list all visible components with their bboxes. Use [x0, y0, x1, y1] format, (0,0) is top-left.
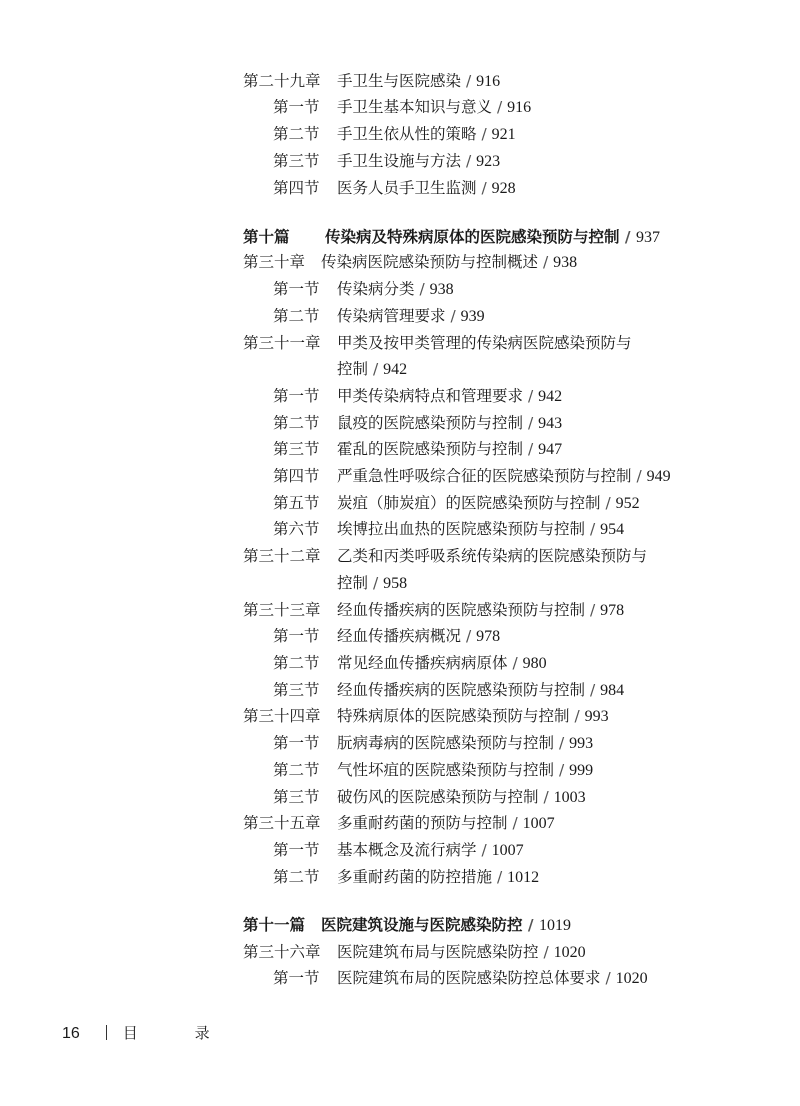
- toc-separator: /: [585, 681, 601, 699]
- toc-entry-label: 第三十五章: [243, 814, 321, 832]
- toc-page-number: 993: [584, 708, 609, 725]
- toc-entry-title: 鼠疫的医院感染预防与控制: [337, 414, 524, 432]
- toc-separator: /: [476, 841, 492, 859]
- toc-entry-title: 破伤风的医院感染预防与控制: [337, 788, 539, 806]
- toc-separator: /: [523, 440, 539, 458]
- toc-entry-title: 手卫生与医院感染: [337, 72, 462, 90]
- toc-entry-title: 传染病分类: [337, 280, 415, 298]
- toc-section-entry[interactable]: [273, 178, 516, 199]
- toc-separator: /: [368, 574, 384, 592]
- toc-page-number: 952: [615, 495, 640, 512]
- toc-entry-label: 第二节: [273, 654, 320, 672]
- toc-separator: /: [476, 125, 492, 143]
- toc-separator: /: [461, 72, 477, 90]
- toc-entry-label: 第一节: [273, 280, 320, 298]
- toc-chapter-entry[interactable]: [243, 706, 609, 727]
- toc-entry-label: 第三十四章: [243, 707, 321, 725]
- toc-separator: /: [554, 734, 570, 752]
- toc-entry-title: 朊病毒病的医院感染预防与控制: [337, 734, 555, 752]
- toc-separator: /: [538, 253, 554, 271]
- toc-section-entry[interactable]: [273, 760, 593, 781]
- toc-separator: /: [476, 179, 492, 197]
- toc-entry-title: 甲类传染病特点和管理要求: [337, 387, 524, 405]
- toc-part-entry[interactable]: [243, 915, 571, 936]
- toc-page-number: 937: [635, 229, 660, 246]
- toc-entry-title: 医务人员手卫生监测: [337, 179, 477, 197]
- toc-entry-label: 第二十九章: [243, 72, 321, 90]
- toc-page-number: 1003: [553, 789, 586, 806]
- toc-page-number: 949: [646, 468, 671, 485]
- toc-separator: /: [461, 627, 477, 645]
- toc-section-entry[interactable]: [273, 124, 516, 145]
- toc-entry-label: 第三十六章: [243, 943, 321, 961]
- toc-entry-label: 第三节: [273, 152, 320, 170]
- toc-entry-label: 第一节: [273, 627, 320, 645]
- toc-chapter-entry[interactable]: [243, 813, 555, 834]
- toc-section-entry[interactable]: [273, 439, 562, 460]
- toc-entry-label: 第二节: [273, 125, 320, 143]
- toc-entry-label: 第五节: [273, 494, 320, 512]
- toc-entry-label: 第二节: [273, 307, 320, 325]
- toc-entry-label: 第三十三章: [243, 601, 321, 619]
- toc-page-number: 921: [491, 126, 516, 143]
- toc-page-number: 978: [600, 602, 625, 619]
- toc-separator: /: [507, 814, 523, 832]
- toc-section-entry[interactable]: [273, 279, 454, 300]
- toc-chapter-entry[interactable]: [243, 942, 586, 963]
- toc-separator: /: [445, 307, 461, 325]
- toc-entry-title: 甲类及按甲类管理的传染病医院感染预防与: [337, 334, 632, 352]
- toc-separator: /: [600, 494, 616, 512]
- toc-page-number: 943: [538, 415, 563, 432]
- toc-entry-title: 严重急性呼吸综合征的医院感染预防与控制: [337, 467, 632, 485]
- toc-entry-title: 炭疽（肺炭疽）的医院感染预防与控制: [337, 494, 601, 512]
- toc-entry-title: 常见经血传播疾病病原体: [337, 654, 508, 672]
- toc-section-entry[interactable]: [273, 733, 593, 754]
- toc-entry-label: 第二节: [273, 868, 320, 886]
- toc-page-number: 1007: [522, 815, 555, 832]
- toc-separator: /: [523, 414, 539, 432]
- toc-page-number: 938: [553, 254, 578, 271]
- toc-entry-title: 传染病管理要求: [337, 307, 446, 325]
- toc-entry-title: 经血传播疾病的医院感染预防与控制: [337, 681, 586, 699]
- toc-entry-title: 传染病及特殊病原体的医院感染预防与控制: [325, 228, 620, 246]
- toc-entry-label: 第二节: [273, 414, 320, 432]
- toc-section-entry[interactable]: [273, 151, 500, 172]
- toc-page-number: 938: [429, 281, 454, 298]
- page-footer: [62, 1022, 236, 1043]
- toc-entry-title: 手卫生设施与方法: [337, 152, 462, 170]
- footer-divider: [106, 1025, 107, 1040]
- toc-entry-title: 传染病医院感染预防与控制概述: [321, 253, 539, 271]
- toc-entry-label: 第一节: [273, 734, 320, 752]
- toc-section-entry[interactable]: [273, 493, 640, 514]
- toc-separator: /: [631, 467, 647, 485]
- toc-entry-title: 基本概念及流行病学: [337, 841, 477, 859]
- toc-entry-label: 第三十章: [243, 253, 306, 271]
- toc-section-entry[interactable]: [273, 386, 562, 407]
- toc-separator: /: [538, 788, 554, 806]
- toc-entry-title: 埃博拉出血热的医院感染预防与控制: [337, 520, 586, 538]
- toc-section-entry[interactable]: [273, 680, 624, 701]
- toc-page-number: 923: [476, 153, 501, 170]
- toc-separator: /: [619, 228, 636, 246]
- toc-page-number: 984: [600, 682, 625, 699]
- toc-chapter-entry[interactable]: [243, 600, 624, 621]
- toc-page-number: 1019: [538, 917, 571, 934]
- toc-part-entry[interactable]: [243, 227, 660, 248]
- toc-page-number: 928: [491, 180, 516, 197]
- toc-separator: /: [523, 387, 539, 405]
- toc-chapter-entry[interactable]: [243, 252, 577, 273]
- toc-section-entry[interactable]: [273, 787, 586, 808]
- toc-page-number: 993: [569, 735, 594, 752]
- toc-separator: /: [507, 654, 523, 672]
- toc-entry-label: 第一节: [273, 969, 320, 987]
- toc-separator: /: [554, 761, 570, 779]
- toc-separator: /: [538, 943, 554, 961]
- toc-entry-label: 第三十二章: [243, 547, 321, 565]
- toc-continuation[interactable]: [337, 573, 407, 594]
- toc-separator: /: [414, 280, 430, 298]
- toc-entry-title: 医院建筑布局与医院感染防控: [337, 943, 539, 961]
- toc-entry-label: 第十一篇: [243, 916, 306, 934]
- toc-page-number: 1020: [615, 970, 648, 987]
- toc-entry-title: 医院建筑布局的医院感染防控总体要求: [337, 969, 601, 987]
- toc-page-number: 1007: [491, 842, 524, 859]
- toc-section-entry[interactable]: [273, 653, 547, 674]
- toc-page-number: 999: [569, 762, 594, 779]
- toc-separator: /: [492, 868, 508, 886]
- toc-entry-label: 第一节: [273, 841, 320, 859]
- toc-entry-title: 经血传播疾病的医院感染预防与控制: [337, 601, 586, 619]
- toc-section-entry[interactable]: [273, 466, 671, 487]
- toc-page-number: 942: [383, 361, 408, 378]
- toc-section-entry[interactable]: [273, 626, 500, 647]
- toc-entry-title: 霍乱的医院感染预防与控制: [337, 440, 524, 458]
- toc-section-entry[interactable]: [273, 867, 539, 888]
- toc-entry-title: 医院建筑设施与医院感染防控: [321, 916, 523, 934]
- toc-separator: /: [600, 969, 616, 987]
- toc-entry-label: 第三十一章: [243, 334, 321, 352]
- toc-entry-title: 多重耐药菌的预防与控制: [337, 814, 508, 832]
- toc-chapter-entry[interactable]: [243, 333, 632, 353]
- toc-page-number: 954: [600, 521, 625, 538]
- toc-page-number: 916: [507, 99, 532, 116]
- toc-entry-title: 手卫生依从性的策略: [337, 125, 477, 143]
- toc-entry-label: 第六节: [273, 520, 320, 538]
- toc-separator: /: [585, 520, 601, 538]
- toc-entry-title: 控制: [337, 574, 369, 592]
- toc-continuation[interactable]: [337, 359, 407, 380]
- toc-entry-label: 第三节: [273, 681, 320, 699]
- toc-entry-label: 第十篇: [243, 228, 290, 246]
- toc-page-number: 1012: [507, 869, 540, 886]
- toc-separator: /: [569, 707, 585, 725]
- toc-section-entry[interactable]: [273, 968, 648, 989]
- toc-entry-label: 第一节: [273, 387, 320, 405]
- footer-page-number: 16: [62, 1025, 80, 1042]
- toc-page-number: 980: [522, 655, 547, 672]
- toc-entry-title: 控制: [337, 360, 369, 378]
- toc-entry-label: 第四节: [273, 179, 320, 197]
- toc-separator: /: [522, 916, 539, 934]
- toc-chapter-entry[interactable]: [243, 546, 647, 566]
- toc-page-number: 1020: [553, 944, 586, 961]
- toc-page-number: 947: [538, 441, 563, 458]
- toc-separator: /: [368, 360, 384, 378]
- toc-entry-label: 第二节: [273, 761, 320, 779]
- toc-entry-title: 手卫生基本知识与意义: [337, 98, 493, 116]
- toc-chapter-entry[interactable]: [243, 71, 500, 92]
- toc-page-number: 916: [476, 73, 501, 90]
- toc-page-number: 978: [476, 628, 501, 645]
- toc-page-number: 939: [460, 308, 485, 325]
- toc-entry-title: 乙类和丙类呼吸系统传染病的医院感染预防与: [337, 547, 648, 565]
- toc-page-number: 958: [383, 575, 408, 592]
- toc-entry-label: 第一节: [273, 98, 320, 116]
- toc-separator: /: [461, 152, 477, 170]
- toc-section-entry[interactable]: [273, 413, 562, 434]
- toc-entry-title: 经血传播疾病概况: [337, 627, 462, 645]
- toc-entry-title: 多重耐药菌的防控措施: [337, 868, 493, 886]
- toc-entry-title: 特殊病原体的医院感染预防与控制: [337, 707, 570, 725]
- toc-separator: /: [492, 98, 508, 116]
- toc-entry-label: 第三节: [273, 788, 320, 806]
- toc-section-entry[interactable]: [273, 306, 485, 327]
- toc-entry-label: 第三节: [273, 440, 320, 458]
- toc-entry-label: 第四节: [273, 467, 320, 485]
- toc-page-number: 942: [538, 388, 563, 405]
- toc-section-entry[interactable]: [273, 519, 624, 540]
- toc-section-entry[interactable]: [273, 97, 531, 118]
- toc-section-entry[interactable]: [273, 840, 524, 861]
- toc-separator: /: [585, 601, 601, 619]
- footer-title: 目 录: [122, 1024, 236, 1042]
- toc-entry-title: 气性坏疽的医院感染预防与控制: [337, 761, 555, 779]
